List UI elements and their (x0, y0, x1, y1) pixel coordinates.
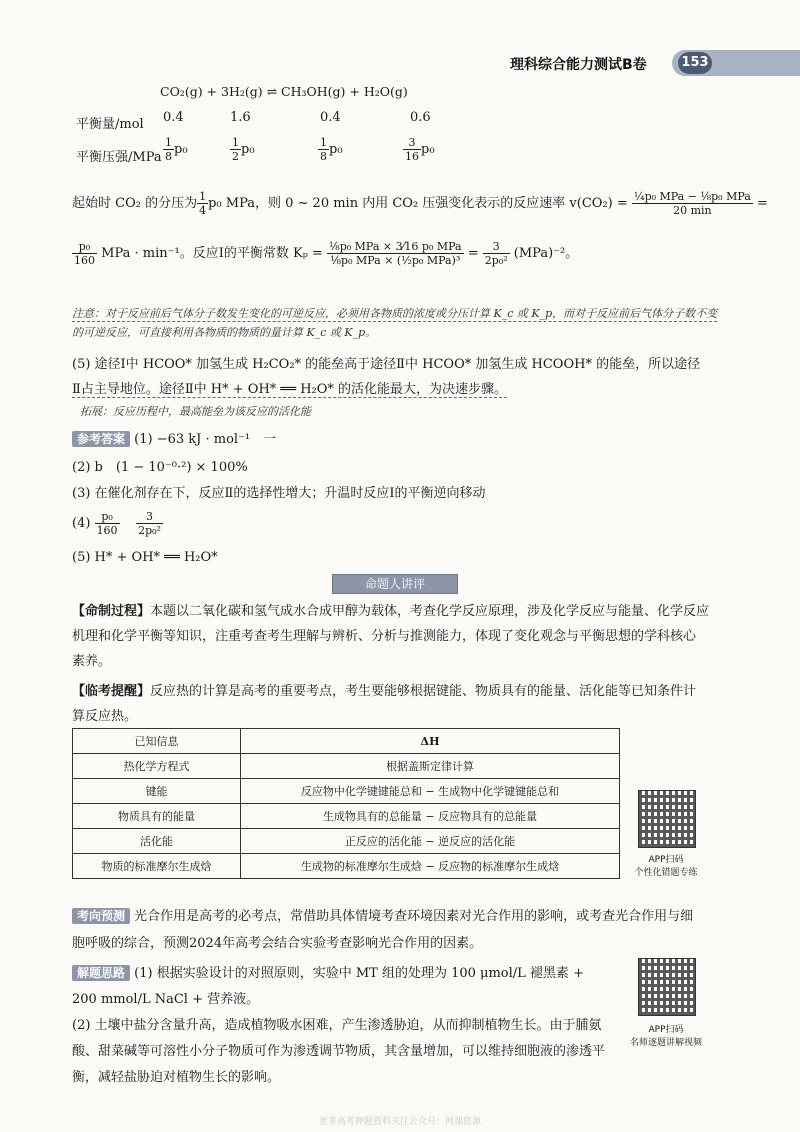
section-banner: 命题人讲评 (332, 574, 458, 594)
forecast-line-1: 考向预测 光合作用是高考的必考点，常借助具体情境考查环境因素对光合作用的影响，或考查光合作用与细 (72, 905, 693, 924)
amount-ch3oh: 0.4 (320, 110, 341, 125)
answer-line-5: (5) H* + OH* ══ H₂O* (72, 550, 218, 565)
forecast-line-2: 胞呼吸的综合，预测2024年高考会结合实验考查影响光合作用的因素。 (72, 936, 483, 951)
table-row: 物质的标准摩尔生成焓 生成物的标准摩尔生成焓 − 反应物的标准摩尔生成焓 (73, 854, 620, 879)
kp-line: $\frac{\text{p₀}}{160}$ MPa · min⁻¹。反应Ⅰ的平衡常数 Kₚ = $\frac{\text{⅛p₀ MPa × 3⁄16 p₀ MPa}}{\text{⅛p₀ MPa × (½p₀ MPa)³}}$ = $\frac{3}{\text{2p₀²}}$ (MPa)⁻²。 (74, 240, 579, 267)
qr1-caption-1: APP扫码 (648, 855, 684, 865)
amount-h2o: 0.6 (410, 110, 431, 125)
pressure-ch3oh: $\frac{1}{8}$ p₀ (320, 136, 343, 163)
qr-code-icon[interactable] (638, 958, 696, 1016)
table-header-info: 已知信息 (73, 729, 241, 754)
idea-line-4: 酸、甜菜碱等可溶性小分子物质可作为渗透调节物质，其含量增加，可以维持细胞液的渗透平 (72, 1044, 606, 1059)
process-line-1: 【命制过程】本题以二氧化碳和氢气成水合成甲醇为载体，考查化学反应原理，涉及化学反应与能量、化学反应 (72, 604, 710, 619)
answer-line-4: (4) $\frac{\text{p₀}}{160}$ $\frac{3}{\text{2p₀²}}$ (72, 510, 161, 537)
qr2-caption-2: 名师逐题讲解视频 (629, 1038, 702, 1048)
table-row: 物质具有的能量 生成物具有的总能量 − 反应物具有的总能量 (73, 804, 620, 829)
process-line-3: 素养。 (72, 654, 112, 669)
footer-watermark: 更多高考押题资料关注公众号：网课资源 (318, 1117, 481, 1127)
reaction-equation: CO₂(g) + 3H₂(g) ⇌ CH₃OH(g) + H₂O(g) (160, 84, 408, 99)
idea-line-2: 200 mmol/L NaCl + 营养液。 (72, 992, 260, 1007)
answer-line-1: 参考答案 (1) −63 kJ · mol⁻¹ 一 (72, 428, 276, 447)
pressure-h2: $\frac{1}{2}$ p₀ (232, 136, 255, 163)
note-line-2: 的可逆反应，可直接利用各物质的物质的量计算 K_c 或 K_p。 (72, 326, 377, 339)
idea-tag: 解题思路 (72, 965, 130, 981)
answer-line-3: (3) 在催化剂存在下，反应Ⅱ的选择性增大；升温时反应Ⅰ的平衡逆向移动 (72, 486, 486, 501)
idea-line-3: (2) 土壤中盐分含量升高，造成植物吸水困难，产生渗透胁迫，从而抑制植物生长。由于脯氨 (72, 1018, 602, 1033)
reminder-line-2: 算反应热。 (72, 709, 138, 724)
process-line-2: 机理和化学平衡等知识，注重考查考生理解与辨析、分析与推测能力，体现了变化观念与平衡思想的学科核心 (72, 629, 697, 644)
enthalpy-table (72, 728, 620, 879)
table-row: 热化学方程式 根据盖斯定律计算 (73, 754, 620, 779)
idea-line-1: 解题思路 (1) 根据实验设计的对照原则，实验中 MT 组的处理为 100 μmol/L 褪黑素 + (72, 962, 584, 981)
amount-co2: 0.4 (163, 110, 184, 125)
table-row: 活化能 正反应的活化能 − 逆反应的活化能 (73, 829, 620, 854)
qr-code-icon[interactable] (638, 790, 696, 848)
rate-line: 起始时 CO₂ 的分压为 $\frac{1}{4}$ p₀ MPa，则 0 ~ 20 min 内用 CO₂ 压强变化表示的反应速率 v(CO₂) = $\frac{\text{¼p₀ MPa − ⅛p₀ MPa}}{20 \min}$ = (72, 190, 768, 217)
table-row: 键能 反应物中化学键键能总和 − 生成物中化学键键能总和 (73, 779, 620, 804)
amount-h2: 1.6 (230, 110, 251, 125)
pressure-h2o: $\frac{3}{16}$ p₀ (405, 136, 435, 163)
header-title: 理科综合能力测试B卷 (510, 57, 647, 73)
para5-note: 拓展：反应历程中，最高能垒为该反应的活化能 (80, 405, 311, 418)
page-number: 153 (678, 52, 712, 74)
pressure-co2: $\frac{1}{8}$ p₀ (165, 136, 188, 163)
note-line-1: 注意：对于反应前后气体分子数发生变化的可逆反应，必须用各物质的浓度或分压计算 K_c 或 K_p，而对于反应前后气体分子数不变 (72, 307, 718, 320)
amount-label: 平衡量/mol (76, 117, 144, 132)
forecast-tag: 考向预测 (72, 908, 130, 924)
answer-tag: 参考答案 (72, 431, 130, 447)
qr2-caption-1: APP扫码 (648, 1025, 684, 1035)
reminder-line-1: 【临考提醒】反应热的计算是高考的重要考点，考生要能够根据键能、物质具有的能量、活化能等已知条件计 (72, 684, 697, 699)
table-header-dh: ΔH (241, 729, 620, 754)
pressure-label: 平衡压强/MPa (76, 150, 162, 165)
idea-line-5: 衡，减轻盐胁迫对植物生长的影响。 (72, 1070, 281, 1085)
para5-line-2: Ⅱ占主导地位。途径Ⅱ中 H* + OH* ══ H₂O* 的活化能最大，为决速步骤。 (72, 378, 507, 398)
table-header-row (73, 729, 620, 754)
para5-line-1: (5) 途径Ⅰ中 HCOO* 加氢生成 H₂CO₂* 的能垒高于途径Ⅱ中 HCOO* 加氢生成 HCOOH* 的能垒，所以途径 (72, 357, 701, 372)
answer-line-2: (2) b (1 − 10⁻⁰·²) × 100% (72, 460, 248, 475)
qr1-caption-2: 个性化错题专练 (634, 868, 698, 878)
